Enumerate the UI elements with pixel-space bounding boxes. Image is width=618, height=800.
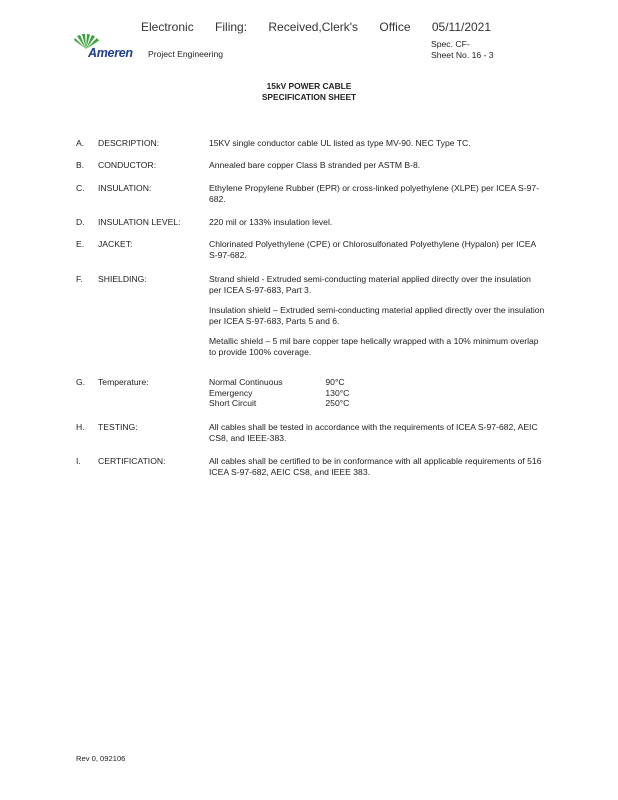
ameren-logo	[74, 34, 136, 62]
section-label: CERTIFICATION:	[98, 456, 166, 466]
section-paragraph: 220 mil or 133% insulation level.	[209, 217, 333, 227]
section-body	[209, 217, 545, 238]
section-letter: D.	[76, 217, 85, 227]
temperature-value: 250°C	[325, 398, 350, 408]
section-letter: H.	[76, 422, 85, 432]
section-paragraph: 15KV single conductor cable UL listed as type MV-90. NEC Type TC.	[209, 138, 471, 148]
temperature-row	[209, 388, 545, 399]
section-body	[209, 239, 545, 270]
filing-word: Office	[379, 20, 411, 34]
section-body	[209, 274, 545, 367]
section-label: DESCRIPTION:	[98, 138, 160, 148]
filing-word: Filing:	[215, 20, 248, 34]
section-label: CONDUCTOR:	[98, 160, 157, 170]
section-label: JACKET:	[98, 239, 133, 249]
revision-note: Rev 0, 092106	[76, 754, 126, 763]
temperature-value: 130°C	[325, 387, 350, 398]
temperature-condition: Short Circuit	[209, 398, 257, 408]
section-letter: I.	[76, 456, 81, 466]
section-body	[209, 138, 545, 159]
title-line: 15kV POWER CABLE	[266, 81, 352, 91]
section-paragraph: All cables shall be certified to be in conformance with all applicable requirements of 516 ICEA S-97-682, AEIC CS8, and IEEE 383.	[209, 456, 542, 477]
filing-word: Electronic	[141, 20, 194, 34]
section-letter: F.	[76, 274, 83, 284]
temperature-table	[209, 377, 545, 409]
section-letter: C.	[76, 183, 85, 193]
section-letter: A.	[76, 138, 85, 148]
section-body	[209, 183, 545, 214]
document-title	[0, 81, 618, 102]
logo-text: Ameren	[88, 46, 133, 60]
section-label: INSULATION LEVEL:	[98, 217, 181, 227]
section-letter: B.	[76, 160, 85, 170]
section-paragraph: Strand shield - Extruded semi-conducting material applied directly over the insulation per ICEA S-97-683, Part 3.	[209, 274, 531, 295]
section-paragraph: All cables shall be tested in accordance with the requirements of ICEA S-97-682, AEIC CS8, and IEEE-383.	[209, 422, 538, 443]
temperature-value: 90°C	[325, 377, 345, 387]
section-letter: G.	[76, 377, 86, 387]
section-paragraph: Insulation shield – Extruded semi-conducting material applied directly over the insulation per ICEA S-97-683, Parts 5 and 6.	[209, 305, 545, 326]
title-line: SPECIFICATION SHEET	[261, 91, 357, 102]
section-body	[209, 160, 545, 181]
department-label: Project Engineering	[148, 49, 224, 59]
filing-stamp	[141, 20, 509, 34]
section-label: SHIELDING:	[98, 274, 147, 284]
section-label: TESTING:	[98, 422, 138, 432]
section-paragraph: Chlorinated Polyethylene (CPE) or Chlorosulfonated Polyethylene (Hypalon) per ICEA S-97-682.	[209, 239, 536, 260]
temperature-condition: Normal Continuous	[209, 377, 283, 387]
section-label: INSULATION:	[98, 183, 152, 193]
section-body	[209, 456, 545, 487]
section-paragraph: Ethylene Propylene Rubber (EPR) or cross-linked polyethylene (XLPE) per ICEA S-97-682.	[209, 183, 540, 204]
filing-word: 05/11/2021	[431, 20, 492, 34]
section-label: Temperature:	[98, 377, 149, 387]
section-paragraph: Metallic shield – 5 mil bare copper tape helically wrapped with a 10% minimum overlap to provide 100% coverage.	[209, 336, 539, 357]
temperature-row	[209, 398, 545, 409]
section-paragraph: Annealed bare copper Class B stranded per ASTM B-8.	[209, 160, 421, 170]
sheet-number: Sheet No. 16 - 3	[431, 50, 494, 60]
spec-number: Spec. CF-	[431, 39, 470, 49]
section-body	[209, 422, 545, 453]
temperature-row	[209, 377, 545, 388]
temperature-condition: Emergency	[209, 387, 253, 398]
section-letter: E.	[76, 239, 85, 249]
filing-word: Received,Clerk's	[268, 20, 359, 34]
spec-reference	[431, 39, 494, 61]
